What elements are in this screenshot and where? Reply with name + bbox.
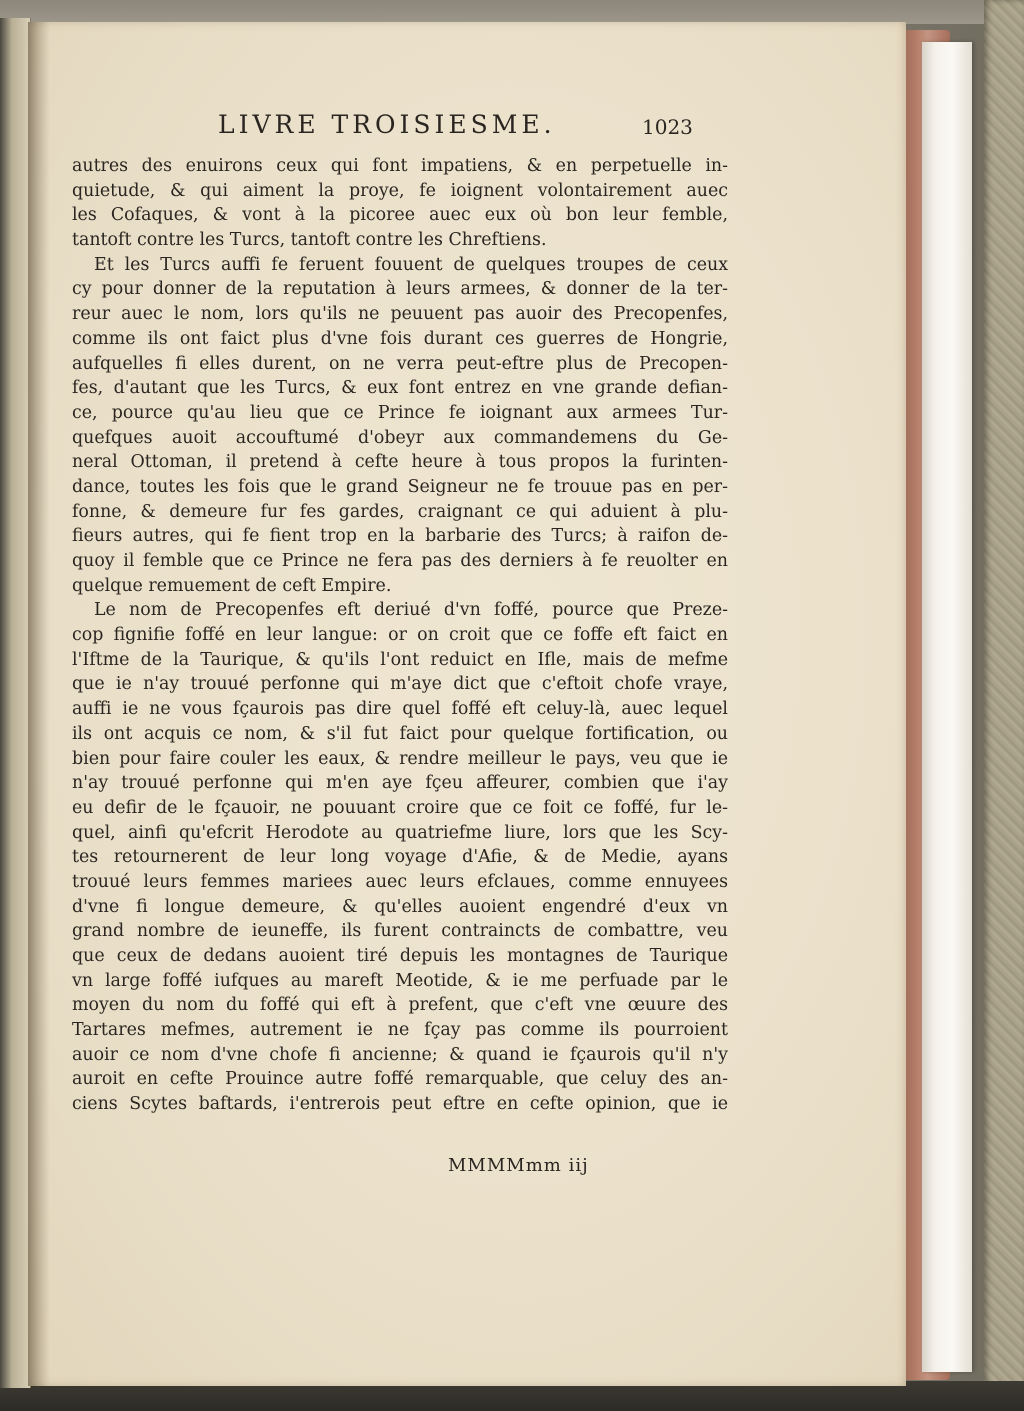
running-head-title: LIVRE TROISIESME. [218,110,556,139]
endpaper-leaves [922,42,972,1372]
text-line: bien pour faire couler les eaux, & rendre meilleur le pays, veu que ie [72,748,728,769]
body-text [72,154,728,1117]
text-line: quel, ainfi qu'efcrit Herodote au quatriefme liure, lors que les Scy- [72,822,728,843]
text-line: l'Iftme de la Taurique, & qu'ils l'ont reduict en Ifle, mais de mefme [72,649,728,670]
signature-mark: MMMMmm iij [448,1155,589,1176]
text-line: vn large foffé iufques au mareft Meotide, & ie me perfuade par le [72,970,728,991]
text-line: neral Ottoman, il pretend à cefte heure à tous propos la furinten- [72,452,728,473]
text-line: tantoft contre les Turcs, tantoft contre les Chreftiens. [72,230,547,251]
text-line: trouué leurs femmes mariees auec leurs efclaues, comme ennuyees [72,871,728,892]
text-line: dance, toutes les fois que le grand Seigneur ne fe trouue pas en per- [72,476,728,497]
text-line: les Cofaques, & vont à la picoree auec eux où bon leur femble, [72,205,728,226]
text-line: d'vne fi longue demeure, & qu'elles auoient engendré d'eux vn [72,896,728,917]
text-line: quoy il femble que ce Prince ne fera pas des derniers à fe reuolter en [72,551,728,571]
text-line: auroit en cefte Prouince autre foffé remarquable, que celuy des an- [72,1069,728,1090]
text-line: cy pour donner de la reputation à leurs armees, & donner de la ter- [72,279,728,300]
text-line: quelque remuement de ceft Empire. [72,575,392,596]
text-line: comme ils ont faict plus d'vne fois durant ces guerres de Hongrie, [72,328,728,349]
facing-page-edge [0,18,31,1388]
binding-board-right [984,0,1024,1411]
text-line: n'ay trouué perfonne qui m'en aye fçeu affeurer, combien que i'ay [72,773,728,794]
text-line: ce, pource qu'au lieu que ce Prince fe ioignant aux armees Tur- [72,402,728,423]
text-line: autres des enuirons ceux qui font impatiens, & en perpetuelle in- [72,156,728,176]
text-line: tes retournerent de leur long voyage d'Afie, & de Medie, ayans [72,847,728,868]
book-page [28,22,906,1386]
text-line: fieurs autres, qui fe fient trop en la barbarie des Turcs; à raifon de- [72,526,728,547]
text-line: que ie n'ay trouué perfonne qui m'aye dict que c'eftoit chofe vraye, [72,674,728,695]
text-line: auoir ce nom d'vne chofe fi ancienne; & quand ie fçaurois qu'il n'y [72,1044,728,1065]
page-number: 1023 [642,115,693,139]
text-line: cop fignifie foffé en leur langue: or on croit que ce foffe eft faict en [72,625,728,646]
text-line: quefques auoit accouftumé d'obeyr aux commandemens du Ge- [72,427,728,448]
text-line: eu defir de le fçauoir, ne pouuant croire que ce foit ce foffé, fur le- [72,797,728,818]
text-line: que ceux de dedans auoient tiré depuis les montagnes de Taurique [72,946,728,966]
text-line: reur auec le nom, lors qu'ils ne peuuent pas auoir des Precopenfes, [72,304,728,325]
text-line: ciens Scytes baftards, i'entrerois peut eftre en cefte opinion, que ie [72,1094,728,1115]
text-line: Tartares mefmes, autrement ie ne fçay pas comme ils pourroient [72,1020,728,1041]
text-line: aufquelles fi elles durent, on ne verra peut-eftre plus de Precopen- [72,353,728,374]
text-line: Et les Turcs auffi fe feruent fouuent de quelques troupes de ceux [94,254,728,275]
text-line: quietude, & qui aiment la proye, fe ioignent volontairement auec [72,180,728,201]
text-line: moyen du nom du foffé qui eft à prefent, que c'eft vne œuure des [72,995,728,1016]
binding-top-edge [0,0,1024,24]
text-line: grand nombre de ieuneffe, ils furent contraincts de combattre, veu [72,921,728,942]
text-line: ils ont acquis ce nom, & s'il fut faict pour quelque fortification, ou [72,723,728,744]
text-line: Le nom de Precopenfes eft deriué d'vn foffé, pource que Preze- [94,600,728,621]
text-line: auffi ie ne vous fçaurois pas dire quel foffé eft celuy-là, auec lequel [72,699,728,720]
text-line: fonne, & demeure fur fes gardes, craignant ce qui aduient à plu- [72,501,728,522]
text-line: fes, d'autant que les Turcs, & eux font entrez en vne grande defian- [72,378,728,399]
running-head [28,110,906,140]
